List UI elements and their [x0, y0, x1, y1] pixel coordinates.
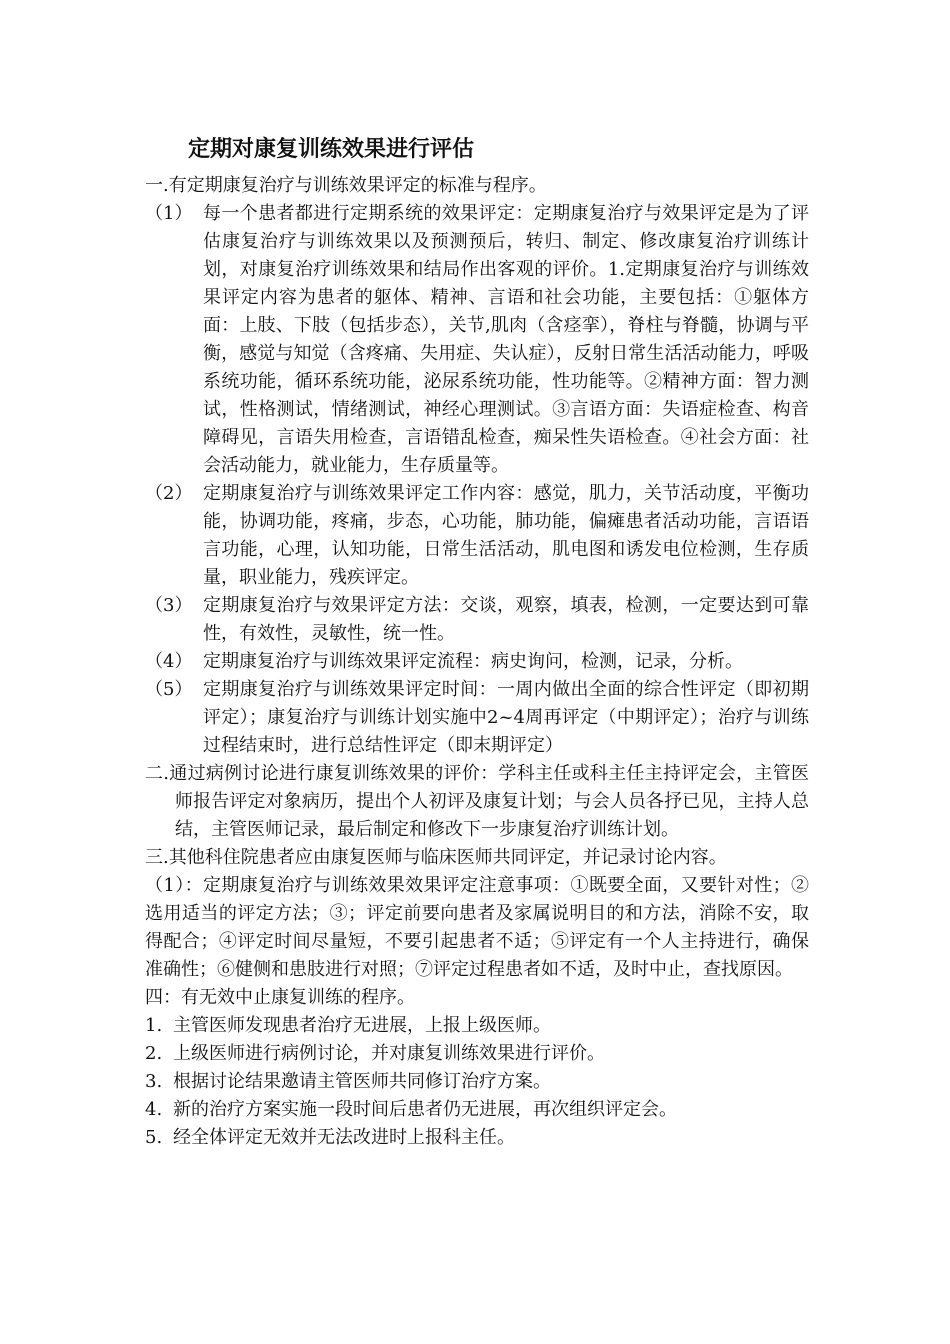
section-1-item-1: [145, 200, 809, 480]
item-text: 定期康复治疗与训练效果评定工作内容：感觉，肌力，关节活动度，平衡功能，协调功能，疼痛，步态，心功能，肺功能，偏瘫患者活动功能，言语语言功能，心理，认知功能，日常生活活动，肌电图和诱发电位检测，生存质量，职业能力，残疾评定。: [203, 483, 809, 588]
section-4-heading: 四：有无效中止康复训练的程序。: [145, 987, 415, 1008]
list-number: 2.: [145, 1043, 163, 1064]
list-text: 新的治疗方案实施一段时间后患者仍无进展，再次组织评定会。: [173, 1099, 677, 1120]
section-2-paragraph: 二.通过病例讨论进行康复训练效果的评价：学科主任或科主任主持评定会，主管医师报告评定对象病历，提出个人初评及康复计划；与会人员各抒已见，主持人总结，主管医师记录，最后制定和修改下一步康复治疗训练计划。: [145, 763, 809, 840]
section-4-item-2: [145, 1040, 809, 1068]
list-number: 5.: [145, 1127, 163, 1148]
item-text: 定期康复治疗与训练效果评定流程：病史询问，检测，记录，分析。: [203, 651, 743, 672]
list-text: 上级医师进行病例讨论，并对康复训练效果进行评价。: [173, 1043, 605, 1064]
item-number: （3）: [145, 595, 193, 616]
section-1-item-3: [145, 592, 809, 648]
list-text: 主管医师发现患者治疗无进展，上报上级医师。: [173, 1015, 551, 1036]
section-4-item-5: [145, 1124, 809, 1152]
notes-paragraph: （1）：定期康复治疗与训练效果效果评定注意事项：①既要全面，又要针对性；②选用适当的评定方法；③；评定前要向患者及家属说明目的和方法，消除不安，取得配合；④评定时间尽量短，不要引起患者不适；⑤评定有一个人主持进行，确保准确性；⑥健侧和患肢进行对照；⑦评定过程患者如不适，及时中止，查找原因。: [145, 875, 809, 980]
item-number: （4）: [145, 651, 193, 672]
section-4-item-1: [145, 1012, 809, 1040]
item-text: 每一个患者都进行定期系统的效果评定：定期康复治疗与效果评定是为了评估康复治疗与训练效果以及预测预后，转归、制定、修改康复治疗训练计划，对康复治疗训练效果和结局作出客观的评价。1.定期康复治疗与训练效果评定内容为患者的躯体、精神、言语和社会功能，主要包括：①躯体方面：上肢、下肢（包括步态），关节,肌肉（含痉挛），脊柱与脊髓，协调与平衡，感觉与知觉（含疼痛、失用症、失认症），反射日常生活活动能力，呼吸系统功能，循环系统功能，泌尿系统功能，性功能等。②精神方面：智力测试，性格测试，情绪测试，神经心理测试。③言语方面：失语症检查、构音障碍见，言语失用检查，言语错乱检查，痴呆性失语检查。④社会方面：社会活动能力，就业能力，生存质量等。: [203, 203, 809, 476]
list-number: 1.: [145, 1015, 163, 1036]
section-3-paragraph: 三.其他科住院患者应由康复医师与临床医师共同评定，并记录讨论内容。: [145, 847, 727, 868]
list-number: 4.: [145, 1099, 163, 1120]
list-number: 3.: [145, 1071, 163, 1092]
item-number: （1）: [145, 203, 193, 224]
document-title: 定期对康复训练效果进行评估: [188, 137, 475, 162]
section-4-item-4: [145, 1096, 809, 1124]
section-1-item-2: [145, 480, 809, 592]
list-text: 经全体评定无效并无法改进时上报科主任。: [173, 1127, 515, 1148]
item-number: （2）: [145, 483, 193, 504]
list-text: 根据讨论结果邀请主管医师共同修订治疗方案。: [173, 1071, 551, 1092]
item-text: 定期康复治疗与效果评定方法：交谈，观察，填表，检测，一定要达到可靠性，有效性，灵敏性，统一性。: [203, 595, 809, 644]
section-1-heading: 一.有定期康复治疗与训练效果评定的标准与程序。: [145, 175, 547, 196]
item-text: 定期康复治疗与训练效果评定时间：一周内做出全面的综合性评定（即初期评定）；康复治疗与训练计划实施中2~4周再评定（中期评定）；治疗与训练过程结束时，进行总结性评定（即末期评定）: [203, 679, 809, 756]
item-number: （5）: [145, 679, 193, 700]
section-4-item-3: [145, 1068, 809, 1096]
document-body: [145, 132, 809, 1152]
section-1-item-4: [145, 648, 809, 676]
section-1-item-5: [145, 676, 809, 760]
